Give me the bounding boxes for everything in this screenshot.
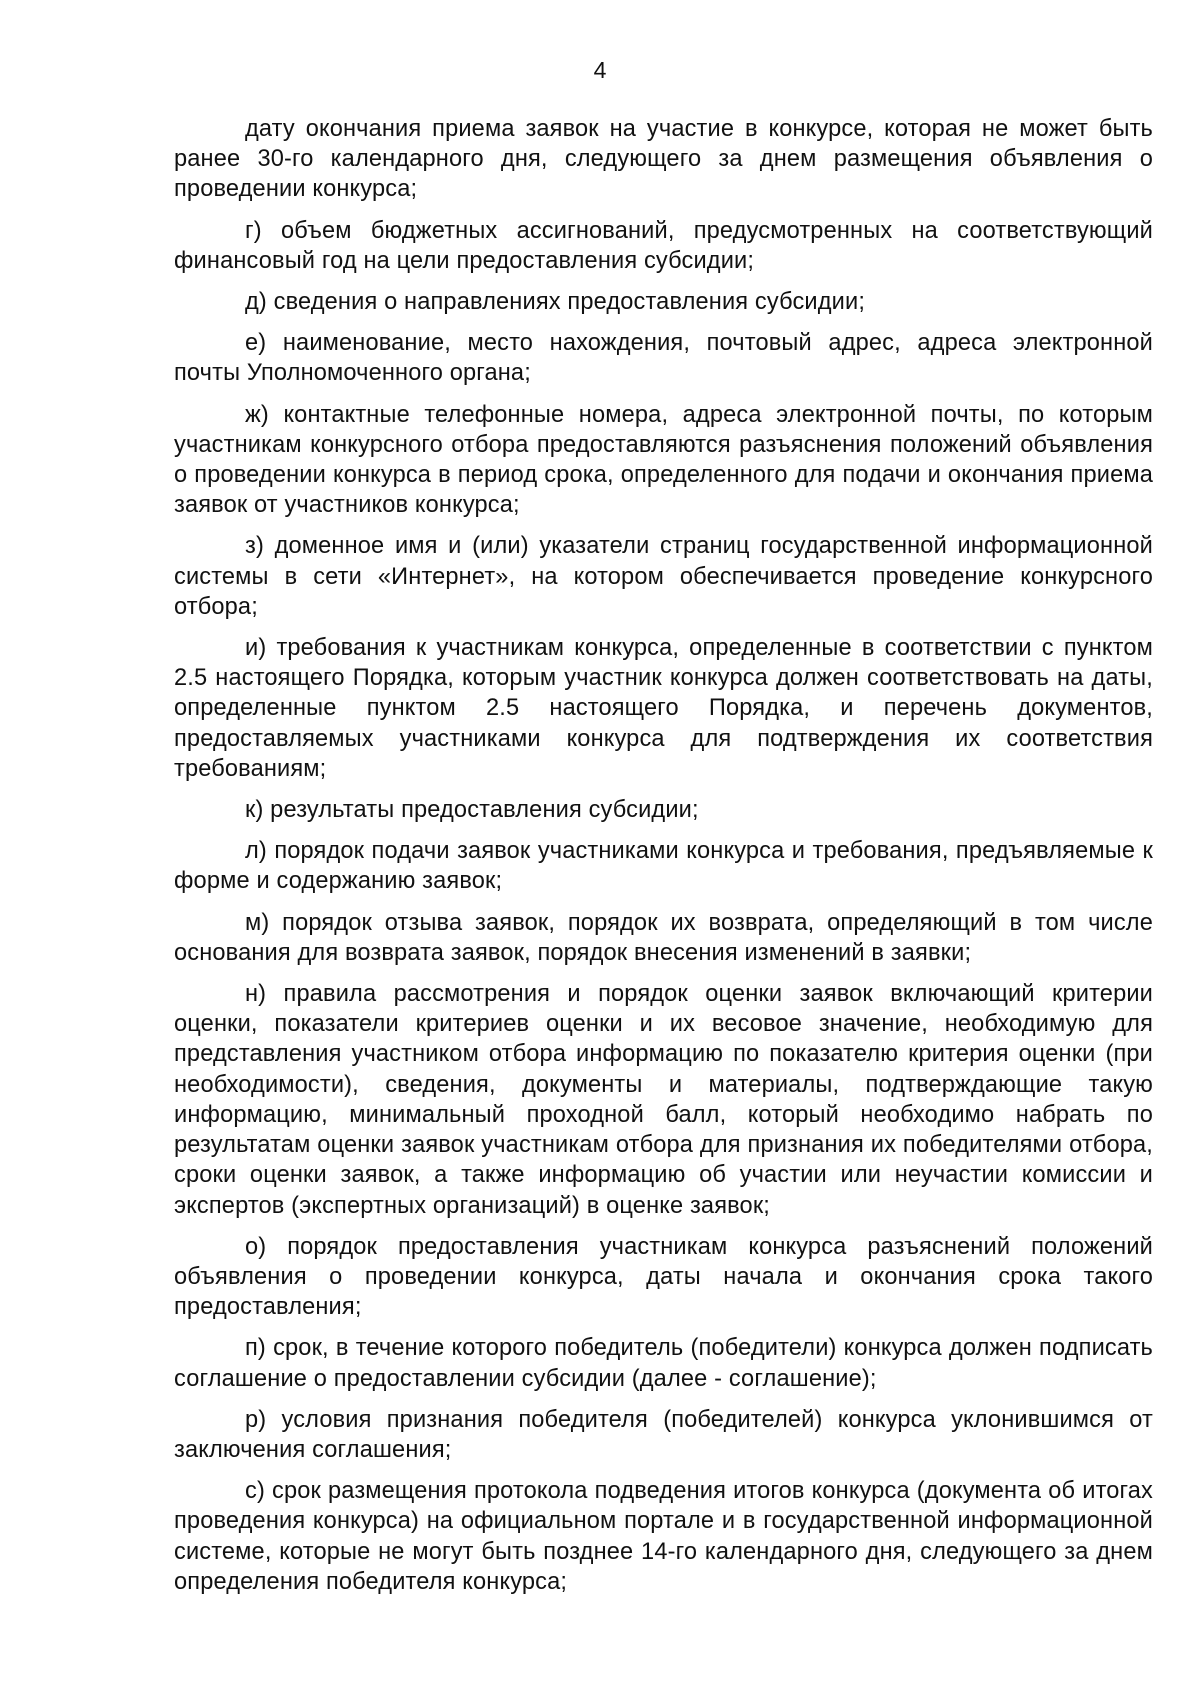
paragraph-p: п) срок, в течение которого победитель (победители) конкурса должен подписать соглашение о предоставлении субсидии (далее - соглашение); <box>174 1335 1153 1392</box>
paragraph-l: л) порядок подачи заявок участниками конкурса и требования, предъявляемые к форме и содержанию заявок; <box>174 838 1153 895</box>
paragraph-zh: ж) контактные телефонные номера, адреса электронной почты, по которым участникам конкурсного отбора предоставляются разъяснения положений объявления о проведении конкурса в период срока, определенного для подачи и окончания приема заявок от участников конкурса; <box>174 401 1153 519</box>
paragraph-r: р) условия признания победителя (победителей) конкурса уклонившимся от заключения соглашения; <box>174 1406 1153 1463</box>
paragraph-n: н) правила рассмотрения и порядок оценки заявок включающий критерии оценки, показатели критериев оценки и их весовое значение, необходимую для представления участником отбора информацию по показателю критерия оценки (при необходимости), сведения, документы и материалы, подтверждающие такую информацию, минимальный проходной балл, который необходимо набрать по результатам оценки заявок участникам отбора для признания их победителями отбора, сроки оценки заявок, а также информацию об участии или неучастии комиссии и экспертов (экспертных организаций) в оценке заявок; <box>174 981 1153 1219</box>
paragraph-e: е) наименование, место нахождения, почтовый адрес, адреса электронной почты Уполномоченного органа; <box>174 330 1153 387</box>
paragraph-o: о) порядок предоставления участникам конкурса разъяснений положений объявления о проведении конкурса, даты начала и окончания срока такого предоставления; <box>174 1233 1153 1321</box>
document-body <box>174 114 1153 1608</box>
paragraph-k: к) результаты предоставления субсидии; <box>245 797 699 824</box>
paragraph-deadline: дату окончания приема заявок на участие в конкурсе, которая не может быть ранее 30-го календарного дня, следующего за днем размещения объявления о проведении конкурса; <box>174 116 1153 203</box>
paragraph-i: и) требования к участникам конкурса, определенные в соответствии с пунктом 2.5 настоящего Порядка, которым участник конкурса должен соответствовать на даты, определенные пунктом 2.5 настоящего Порядка, и перечень документов, предоставляемых участниками конкурса для подтверждения их соответствия требованиям; <box>174 635 1153 782</box>
paragraph-d: д) сведения о направлениях предоставления субсидии; <box>245 289 866 316</box>
paragraph-g: г) объем бюджетных ассигнований, предусмотренных на соответствующий финансовый год на цели предоставления субсидии; <box>174 217 1153 274</box>
paragraph-z: з) доменное имя и (или) указатели страниц государственной информационной системы в сети «Интернет», на котором обеспечивается проведение конкурсного отбора; <box>174 533 1153 620</box>
page-number: 4 <box>593 57 607 83</box>
paragraph-s: с) срок размещения протокола подведения итогов конкурса (документа об итогах проведения конкурса) на официальном портале и в государственной информационной системе, которые не могут быть позднее 14-го календарного дня, следующего за днем определения победителя конкурса; <box>174 1478 1153 1595</box>
paragraph-m: м) порядок отзыва заявок, порядок их возврата, определяющий в том числе основания для возврата заявок, порядок внесения изменений в заявки; <box>174 909 1153 966</box>
